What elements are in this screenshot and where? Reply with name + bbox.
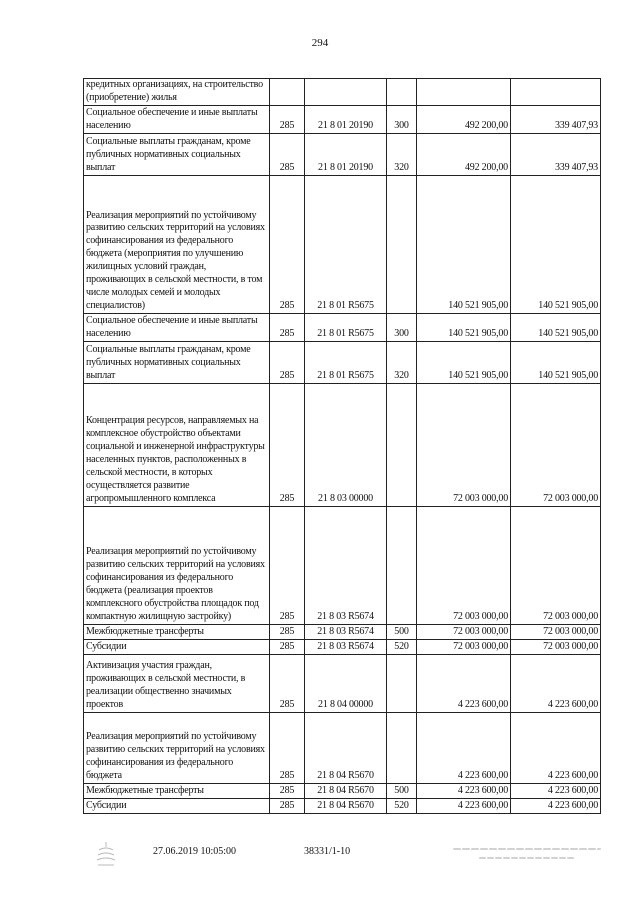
row-name: Субсидии [84, 639, 270, 654]
row-name: Реализация мероприятий по устойчивому развитию сельских территорий на условиях софинансирования из федерального бюджета (мероприятия по улучшению жилищных условий граждан, проживающих в сельской местности, в том числе молодых семей и молодых специалистов) [84, 175, 270, 313]
row-target-code: 21 8 01 20190 [305, 133, 387, 175]
row-name: Социальное обеспечение и иные выплаты населению [84, 105, 270, 133]
row-name: Социальные выплаты гражданам, кроме публичных нормативных социальных выплат [84, 341, 270, 383]
table-row [84, 313, 601, 341]
row-amount [417, 79, 511, 106]
row-name: Реализация мероприятий по устойчивому развитию сельских территорий на условиях софинансирования из федерального бюджета [84, 712, 270, 783]
row-admin-code: 285 [270, 624, 305, 639]
stamp-mark [94, 840, 118, 868]
row-expense-type [387, 79, 417, 106]
table-row [84, 712, 601, 783]
row-target-code: 21 8 03 R5674 [305, 506, 387, 624]
row-expense-type [387, 383, 417, 506]
row-executed: 72 003 000,00 [511, 624, 601, 639]
row-executed: 4 223 600,00 [511, 654, 601, 712]
row-target-code: 21 8 03 R5674 [305, 624, 387, 639]
row-executed: 4 223 600,00 [511, 712, 601, 783]
row-expense-type: 520 [387, 798, 417, 813]
table-row [84, 105, 601, 133]
table-row [84, 383, 601, 506]
row-executed: 4 223 600,00 [511, 798, 601, 813]
footer-timestamp: 27.06.2019 10:05:00 [153, 846, 237, 857]
row-name: кредитных организациях, на строительство (приобретение) жилья [84, 79, 270, 106]
table-row [84, 624, 601, 639]
row-executed: 140 521 905,00 [511, 175, 601, 313]
row-amount: 4 223 600,00 [417, 654, 511, 712]
row-admin-code: 285 [270, 341, 305, 383]
row-expense-type: 300 [387, 105, 417, 133]
row-name: Межбюджетные трансферты [84, 783, 270, 798]
page-number: 294 [311, 37, 329, 49]
row-admin-code: 285 [270, 175, 305, 313]
row-name: Межбюджетные трансферты [84, 624, 270, 639]
row-target-code: 21 8 01 R5675 [305, 341, 387, 383]
row-target-code [305, 79, 387, 106]
row-name: Субсидии [84, 798, 270, 813]
table-row [84, 654, 601, 712]
table-row [84, 133, 601, 175]
row-target-code: 21 8 03 00000 [305, 383, 387, 506]
row-expense-type [387, 712, 417, 783]
row-amount: 4 223 600,00 [417, 712, 511, 783]
row-expense-type: 300 [387, 313, 417, 341]
row-target-code: 21 8 01 20190 [305, 105, 387, 133]
row-expense-type: 320 [387, 341, 417, 383]
row-amount: 140 521 905,00 [417, 313, 511, 341]
row-amount: 4 223 600,00 [417, 783, 511, 798]
row-name: Активизация участия граждан, проживающих в сельской местности, в реализации общественно значимых проектов [84, 654, 270, 712]
row-executed: 4 223 600,00 [511, 783, 601, 798]
row-executed [511, 79, 601, 106]
row-expense-type: 320 [387, 133, 417, 175]
row-target-code: 21 8 04 R5670 [305, 712, 387, 783]
row-amount: 492 200,00 [417, 105, 511, 133]
row-expense-type [387, 506, 417, 624]
row-target-code: 21 8 04 00000 [305, 654, 387, 712]
row-admin-code: 285 [270, 639, 305, 654]
row-admin-code: 285 [270, 383, 305, 506]
row-target-code: 21 8 04 R5670 [305, 798, 387, 813]
row-executed: 72 003 000,00 [511, 383, 601, 506]
row-executed: 339 407,93 [511, 105, 601, 133]
row-target-code: 21 8 03 R5674 [305, 639, 387, 654]
row-executed: 140 521 905,00 [511, 313, 601, 341]
row-admin-code [270, 79, 305, 106]
row-expense-type: 500 [387, 624, 417, 639]
row-amount: 4 223 600,00 [417, 798, 511, 813]
row-executed: 339 407,93 [511, 133, 601, 175]
table-row [84, 639, 601, 654]
row-executed: 140 521 905,00 [511, 341, 601, 383]
row-admin-code: 285 [270, 654, 305, 712]
row-amount: 72 003 000,00 [417, 624, 511, 639]
row-amount: 72 003 000,00 [417, 639, 511, 654]
row-name: Социальное обеспечение и иные выплаты населению [84, 313, 270, 341]
row-amount: 72 003 000,00 [417, 506, 511, 624]
table-row [84, 341, 601, 383]
row-expense-type [387, 175, 417, 313]
row-amount: 140 521 905,00 [417, 341, 511, 383]
row-executed: 72 003 000,00 [511, 506, 601, 624]
row-target-code: 21 8 04 R5670 [305, 783, 387, 798]
row-target-code: 21 8 01 R5675 [305, 175, 387, 313]
row-amount: 72 003 000,00 [417, 383, 511, 506]
row-admin-code: 285 [270, 105, 305, 133]
row-admin-code: 285 [270, 712, 305, 783]
table-row [84, 79, 601, 106]
row-name: Социальные выплаты гражданам, кроме публичных нормативных социальных выплат [84, 133, 270, 175]
row-name: Реализация мероприятий по устойчивому развитию сельских территорий на условиях софинансирования из федерального бюджета (реализация проектов комплексного обустройства площадок под компактную жилищную застройку) [84, 506, 270, 624]
row-admin-code: 285 [270, 133, 305, 175]
row-amount: 140 521 905,00 [417, 175, 511, 313]
row-target-code: 21 8 01 R5675 [305, 313, 387, 341]
row-amount: 492 200,00 [417, 133, 511, 175]
table-body [84, 79, 601, 814]
table-row [84, 783, 601, 798]
footer-document-code: 38331/1-10 [304, 846, 351, 857]
row-admin-code: 285 [270, 783, 305, 798]
row-admin-code: 285 [270, 798, 305, 813]
faded-stamp-mark [452, 843, 602, 863]
row-admin-code: 285 [270, 506, 305, 624]
row-expense-type [387, 654, 417, 712]
row-expense-type: 520 [387, 639, 417, 654]
table-row [84, 175, 601, 313]
row-executed: 72 003 000,00 [511, 639, 601, 654]
row-expense-type: 500 [387, 783, 417, 798]
budget-table [83, 78, 601, 814]
table-row [84, 798, 601, 813]
table-row [84, 506, 601, 624]
row-admin-code: 285 [270, 313, 305, 341]
row-name: Концентрация ресурсов, направляемых на комплексное обустройство объектами социальной и инженерной инфраструктуры населенных пунктов, расположенных в сельской местности, в которых осуществляется развитие агропромышленного комплекса [84, 383, 270, 506]
